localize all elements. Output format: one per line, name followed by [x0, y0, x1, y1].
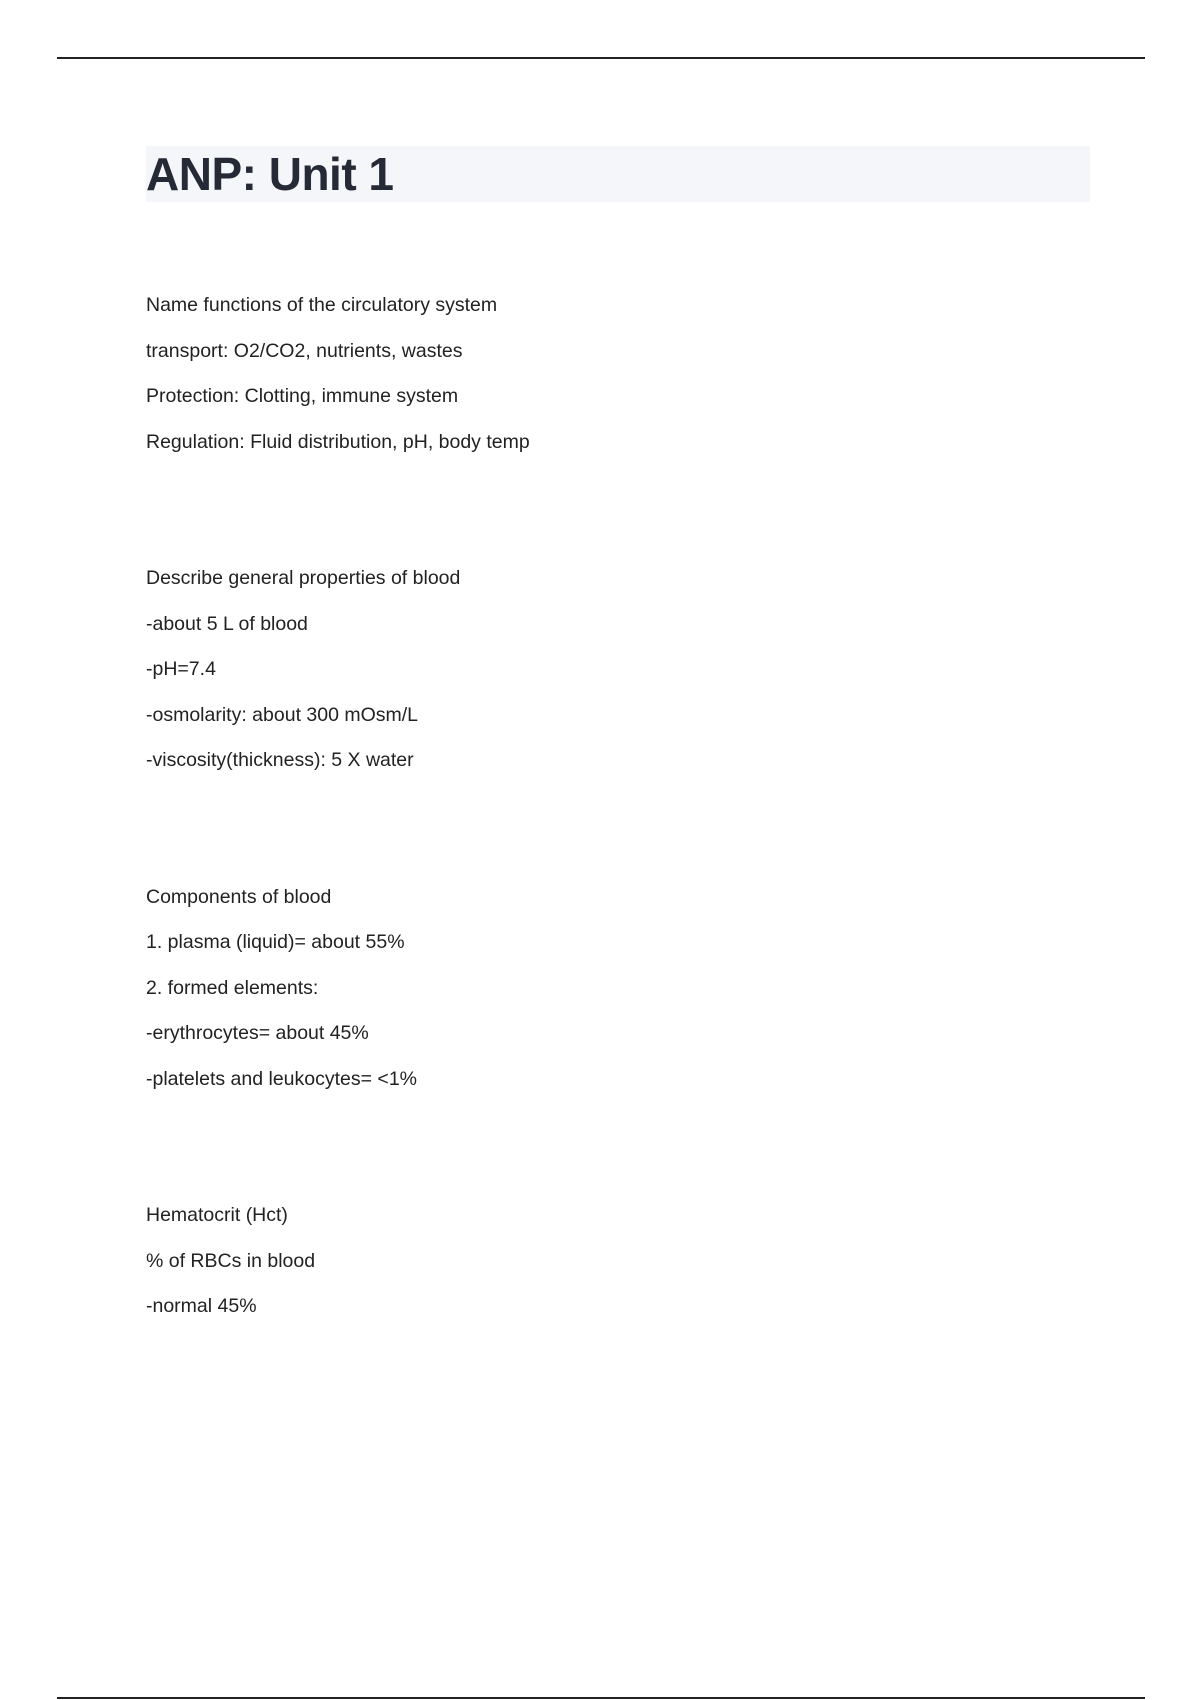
answer-line: -osmolarity: about 300 mOsm/L [146, 703, 419, 726]
answer-line: 1. plasma (liquid)= about 55% [146, 931, 405, 953]
header-rule [57, 57, 1145, 59]
title-banner [146, 146, 1090, 202]
question-text: Components of blood [146, 885, 332, 908]
answer-line: -normal 45% [146, 1295, 257, 1317]
flashcard-section [146, 1193, 1086, 1330]
flashcard-section [146, 556, 1086, 784]
footer-rule [57, 1697, 1145, 1699]
flashcard-section [146, 283, 1086, 465]
answer-line: 2. formed elements: [146, 976, 319, 999]
answer-line: -erythrocytes= about 45% [146, 1022, 369, 1044]
answer-line: -about 5 L of blood [146, 612, 308, 635]
question-text: Describe general properties of blood [146, 567, 461, 589]
answer-line: -pH=7.4 [146, 658, 216, 680]
answer-line: -viscosity(thickness): 5 X water [146, 749, 414, 771]
document-body [146, 283, 1086, 1421]
answer-line: transport: O2/CO2, nutrients, wastes [146, 339, 463, 362]
document-title: ANP: Unit 1 [146, 148, 394, 200]
answer-line: Protection: Clotting, immune system [146, 385, 459, 407]
question-text: Name functions of the circulatory system [146, 294, 498, 316]
answer-line: Regulation: Fluid distribution, pH, body temp [146, 430, 530, 453]
question-text: Hematocrit (Hct) [146, 1204, 288, 1226]
flashcard-section [146, 875, 1086, 1103]
answer-line: -platelets and leukocytes= <1% [146, 1067, 418, 1090]
answer-line: % of RBCs in blood [146, 1249, 316, 1272]
